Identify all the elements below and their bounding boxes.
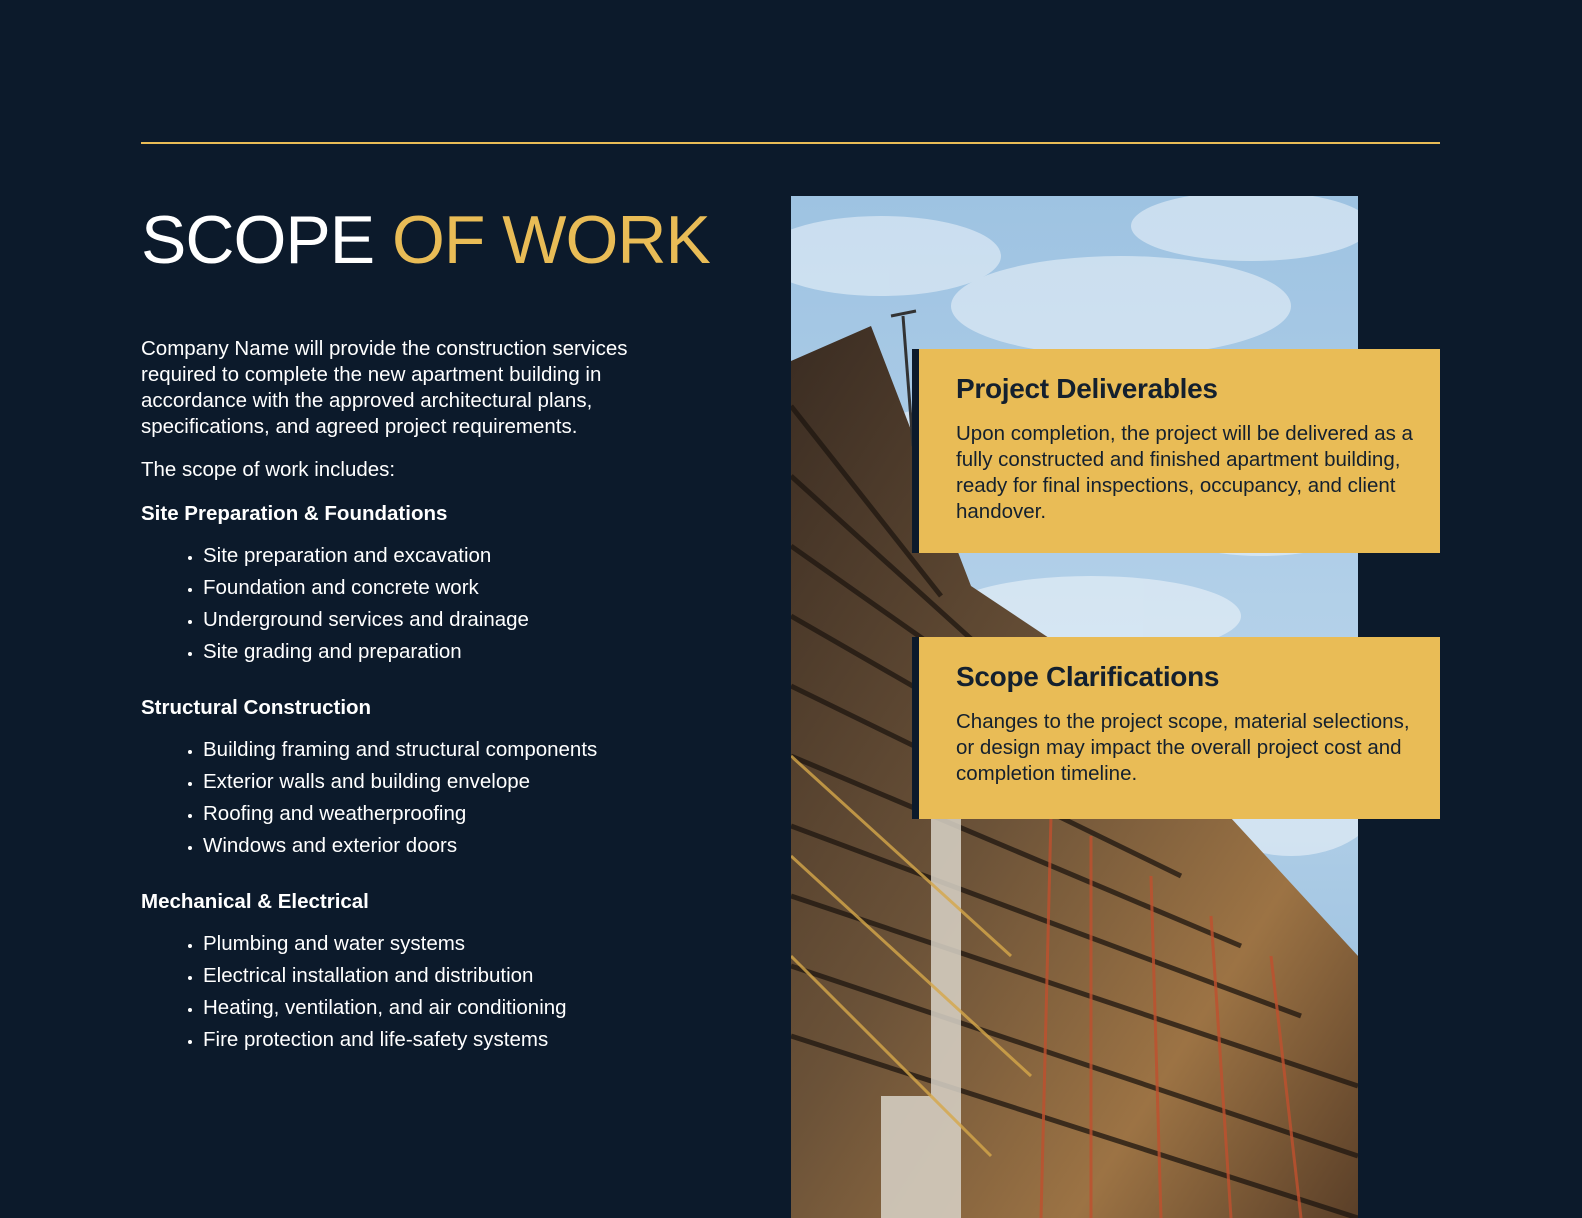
card-title: Project Deliverables (956, 373, 1218, 404)
card-title: Scope Clarifications (956, 661, 1220, 692)
section-title-site-preparation: Site Preparation & Foundations (141, 502, 448, 525)
list-item: • Site grading and preparation (203, 636, 701, 668)
list-item: • Foundation and concrete work (203, 572, 701, 604)
section-title-structural: Structural Construction (141, 696, 372, 719)
structural-list (141, 734, 701, 862)
title-part-of-work: OF WORK (391, 202, 710, 278)
list-item: • Plumbing and water systems (203, 928, 701, 960)
list-item: • Roofing and weatherproofing (203, 798, 701, 830)
list-item: • Underground services and drainage (203, 604, 701, 636)
list-item: • Heating, ventilation, and air conditioning (203, 992, 701, 1024)
header-divider (141, 142, 1440, 144)
intro-paragraph: Company Name will provide the construction services required to complete the new apartment building in accordance with the approved architectural plans, specifications, and agreed project requirements. (141, 337, 628, 438)
list-item: • Exterior walls and building envelope (203, 766, 701, 798)
list-item: • Site preparation and excavation (203, 540, 701, 572)
list-item: • Building framing and structural components (203, 734, 701, 766)
list-item: • Fire protection and life-safety systems (203, 1024, 701, 1056)
mechanical-electrical-list (141, 928, 701, 1056)
page-title (141, 200, 710, 280)
site-preparation-list (141, 540, 701, 668)
list-item: • Electrical installation and distribution (203, 960, 701, 992)
card-body: Upon completion, the project will be delivered as a fully constructed and finished apartment building, ready for final inspections, occupancy, and client handover. (956, 422, 1413, 523)
scope-lead-text: The scope of work includes: (141, 458, 396, 481)
project-deliverables-card (912, 349, 1440, 553)
card-body: Changes to the project scope, material selections, or design may impact the overall project cost and completion timeline. (956, 710, 1410, 785)
title-part-scope: SCOPE (141, 202, 375, 278)
section-title-mechanical-electrical: Mechanical & Electrical (141, 890, 369, 913)
list-item: • Windows and exterior doors (203, 830, 701, 862)
scope-content (141, 336, 701, 1056)
scope-clarifications-card (912, 637, 1440, 819)
